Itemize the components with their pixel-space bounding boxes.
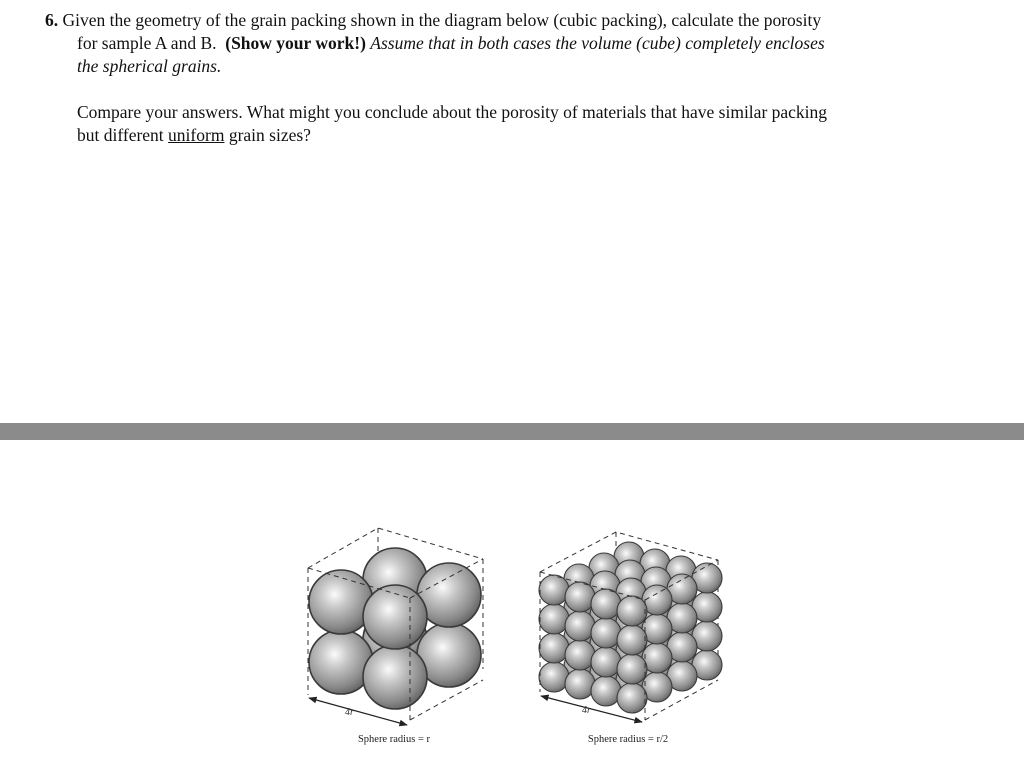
packing-diagram	[0, 440, 1024, 782]
sample-b-grain	[565, 611, 595, 641]
question-line-2	[45, 32, 945, 55]
assumption-text-2: the spherical grains.	[77, 56, 222, 76]
compare-text-1: Compare your answers. What might you conclude about the porosity of materials that have similar packing	[77, 102, 828, 122]
question-text-1: Given the geometry of the grain packing shown in the diagram below (cubic packing), calculate the porosity	[62, 10, 822, 30]
section-divider	[0, 423, 1024, 440]
sample-b-grain	[591, 676, 621, 706]
sample-b-diagram	[539, 532, 722, 745]
sample-b-spheres	[539, 542, 722, 713]
sample-b-grain	[539, 575, 569, 605]
assumption-text-1: Assume that in both cases the volume (cube) completely encloses	[370, 33, 825, 53]
sample-b-grain	[591, 618, 621, 648]
sample-b-dimension-label: 4r	[582, 705, 591, 716]
sample-a-grain	[363, 645, 427, 709]
compare-text-2: but different	[77, 125, 164, 145]
sample-b-grain	[565, 669, 595, 699]
sample-a-diagram	[308, 528, 483, 745]
uniform-underlined: uniform	[168, 125, 225, 145]
packing-figure	[0, 440, 1024, 782]
question-text-2: for sample A and B.	[77, 33, 217, 53]
sample-a-dimension-label: 4r	[345, 707, 354, 718]
question-line-3	[45, 55, 945, 78]
sample-a-spheres	[309, 548, 481, 709]
sample-b-grain	[539, 662, 569, 692]
sample-b-grain	[565, 582, 595, 612]
sample-b-grain	[617, 596, 647, 626]
sample-b-grain	[591, 647, 621, 677]
sample-b-grain	[539, 633, 569, 663]
sample-b-grain	[539, 604, 569, 634]
compare-text-3: grain sizes?	[228, 125, 311, 145]
sample-a-grain	[363, 585, 427, 649]
question-line-1	[45, 9, 945, 32]
sample-b-caption: Sphere radius = r/2	[587, 734, 669, 745]
sample-a-caption: Sphere radius = r	[357, 734, 431, 745]
question-number: 6.	[45, 10, 59, 30]
sample-b-grain	[617, 683, 647, 713]
sample-b-grain	[591, 589, 621, 619]
sample-b-grain	[565, 640, 595, 670]
compare-line-1	[45, 101, 945, 124]
compare-line-2	[45, 124, 945, 147]
show-work-note: (Show your work!)	[225, 33, 366, 53]
question-6	[45, 9, 945, 147]
sample-b-grain	[617, 625, 647, 655]
sample-b-grain	[617, 654, 647, 684]
